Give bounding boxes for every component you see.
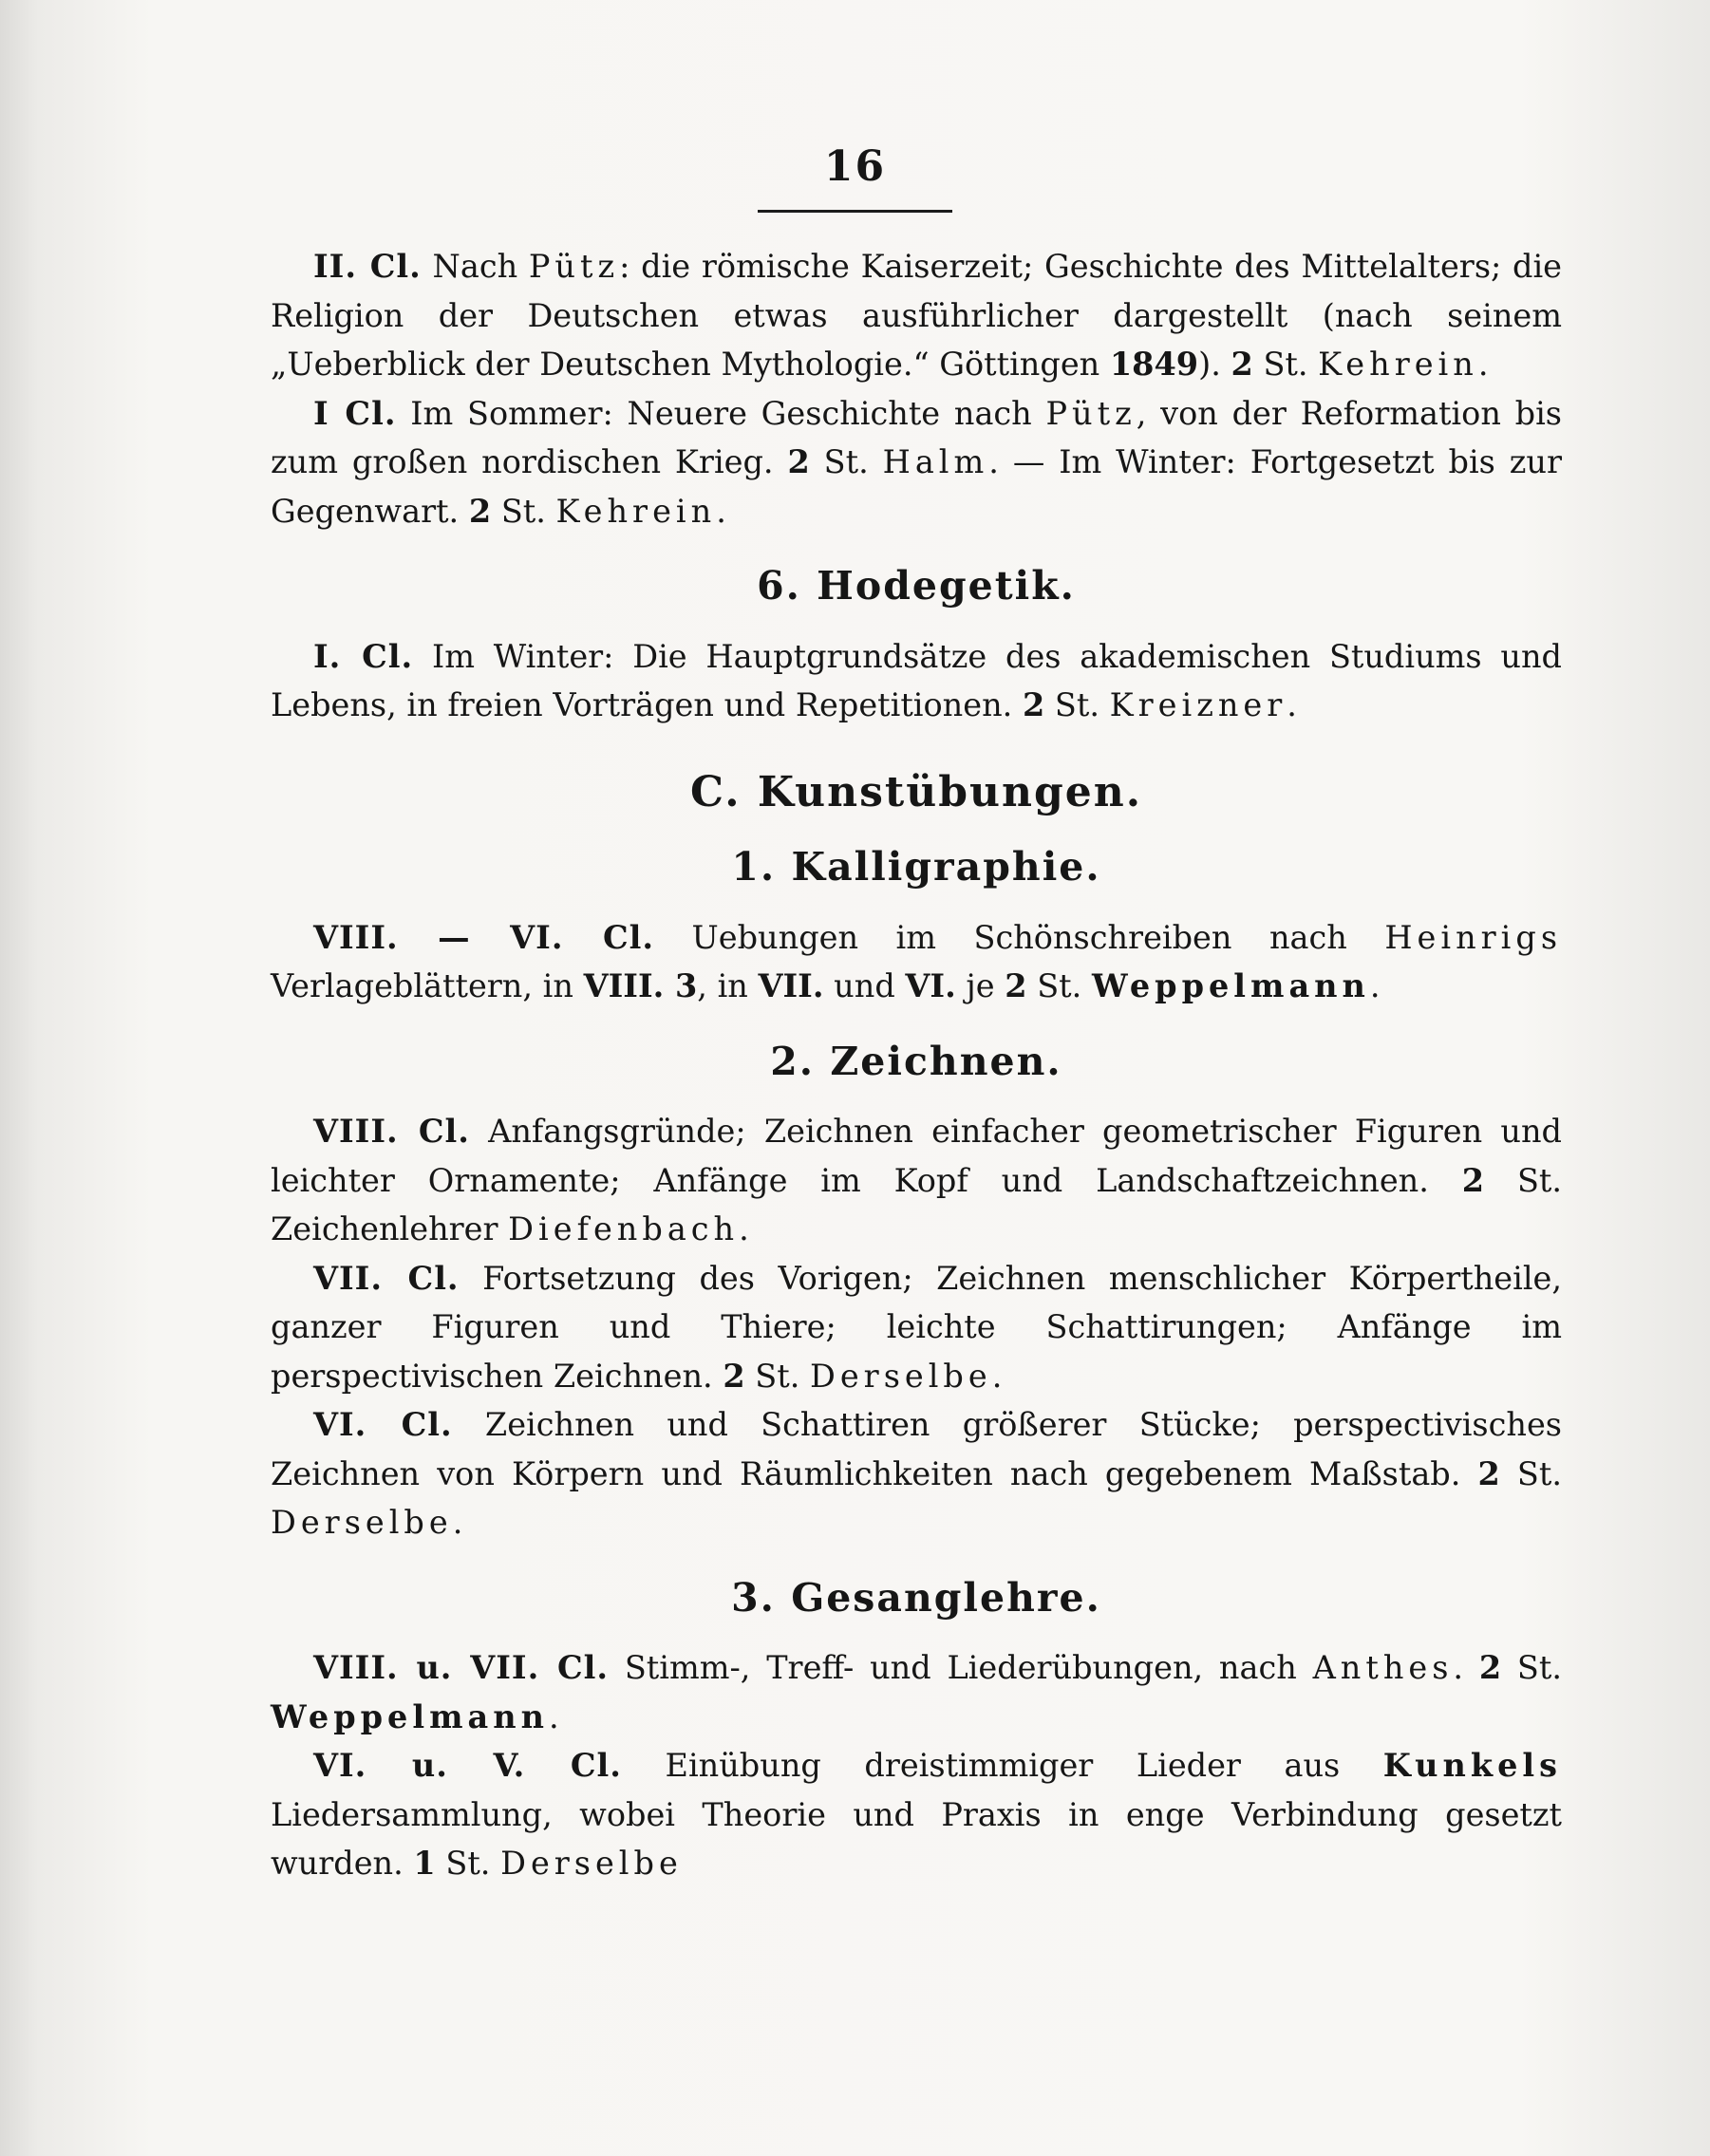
paragraph-kalligraphie	[271, 913, 1562, 1011]
teacher-name: Halm	[882, 443, 989, 480]
class-label: I. Cl.	[313, 637, 414, 675]
teacher-name: Weppelmann	[271, 1697, 549, 1735]
class-ref: VI.	[905, 967, 956, 1004]
text-run: Nach	[432, 248, 529, 285]
text-run: .	[1369, 967, 1381, 1004]
teacher-name: Kreizner	[1109, 686, 1287, 723]
paragraph-gesang-class-6-5	[271, 1741, 1562, 1888]
hours-count: 1	[413, 1845, 436, 1882]
header-rule	[758, 210, 952, 213]
text-run: .	[1287, 686, 1297, 723]
class-label: VII. Cl.	[313, 1259, 460, 1297]
text-run: je	[955, 967, 1005, 1004]
text-run: Verlageblättern, in	[271, 967, 584, 1004]
hours-count: 2	[1022, 686, 1045, 723]
paragraph-zeichnen-class-7	[271, 1254, 1562, 1401]
section-heading-kunstuebungen: C. Kunstübungen.	[689, 767, 1143, 816]
hours-count: 2	[1478, 1649, 1502, 1686]
text-run: Fortsetzung des Vorigen; Zeichnen menschlicher Körpertheile, ganzer Figuren und Thiere; leichte Schattirungen; Anfänge im perspectivischen Zeichnen.	[271, 1259, 1563, 1395]
class-label: VI. Cl.	[313, 1406, 453, 1443]
author-name: Pütz	[528, 248, 620, 285]
text-run: .	[452, 1504, 463, 1541]
hours-count: 2	[787, 443, 810, 480]
section-heading-kalligraphie: 1. Kalligraphie.	[731, 844, 1101, 890]
text-run: St.	[1501, 1649, 1562, 1686]
hours-count: 2	[1477, 1454, 1500, 1492]
text-run: .	[716, 492, 726, 530]
paragraph-history-class-1	[271, 389, 1562, 536]
year: 1849	[1109, 346, 1199, 383]
text-run: St.	[1044, 686, 1110, 723]
text-run: St.	[744, 1357, 810, 1395]
text-run: , von der Reformation bis zum großen nordischen Krieg.	[271, 394, 1562, 480]
text-run: Im Sommer: Neuere Geschichte nach	[410, 394, 1046, 432]
text-run: .	[991, 1357, 1003, 1395]
paragraph-zeichnen-class-8	[271, 1107, 1562, 1254]
paragraph-history-class-2	[271, 242, 1562, 389]
text-run: : die römische Kaiserzeit; Geschichte des Mittelalters; die Religion der Deutschen etwas ausführlicher dargestellt (nach seinem „Ueberblick der Deutschen Mythologie.“ Göttingen	[271, 248, 1563, 383]
teacher-name: Derselbe	[271, 1504, 453, 1541]
class-label: VIII. Cl.	[313, 1113, 470, 1150]
section-heading-hodegetik: 6. Hodegetik.	[757, 563, 1076, 609]
class-label: I Cl.	[313, 394, 397, 432]
teacher-name: Weppelmann	[1091, 967, 1370, 1004]
page-header	[0, 142, 1710, 213]
text-run: St.	[491, 492, 556, 530]
text-run: und	[823, 967, 906, 1004]
teacher-name: Kehrein	[1318, 346, 1478, 383]
paragraph-hodegetik	[271, 632, 1562, 730]
text-run: .	[1453, 1649, 1479, 1686]
text-run: .	[1477, 346, 1489, 383]
text-run: St.	[1499, 1454, 1562, 1492]
text-run: Zeichnen und Schattiren größerer Stücke; perspectivisches Zeichnen von Körpern und Räumlichkeiten nach gegebenem Maßstab.	[271, 1406, 1562, 1492]
text-run: . — Im Winter: Fortgesetzt bis zur Gegenwart.	[271, 443, 1562, 530]
class-label: VIII. — VI. Cl.	[313, 918, 655, 956]
text-run: Stimm-, Treff- und Liederübungen, nach	[624, 1649, 1313, 1686]
text-run: .	[739, 1210, 749, 1247]
text-run: St.	[1026, 967, 1092, 1004]
teacher-name: Kehrein	[555, 492, 717, 530]
paragraph-zeichnen-class-6	[271, 1400, 1562, 1547]
text-run: Uebungen im Schönschreiben nach	[691, 918, 1385, 956]
teacher-name: Diefenbach	[508, 1210, 740, 1247]
section-heading-gesanglehre: 3. Gesanglehre.	[731, 1574, 1101, 1621]
class-hours: VIII. 3	[583, 967, 698, 1004]
text-run: St. Zeichenlehrer	[271, 1161, 1562, 1247]
paragraph-gesang-class-8-7	[271, 1643, 1562, 1741]
section-heading-zeichnen: 2. Zeichnen.	[770, 1038, 1062, 1084]
class-label: II. Cl.	[313, 248, 422, 285]
teacher-name: Derselbe	[500, 1845, 683, 1882]
teacher-name: Derselbe	[810, 1357, 992, 1395]
text-run: .	[548, 1697, 559, 1735]
text-run: Liedersammlung, wobei Theorie und Praxis in enge Verbindung gesetzt wurden.	[271, 1795, 1562, 1882]
class-label: VIII. u. VII. Cl.	[313, 1649, 610, 1686]
hours-count: 2	[1461, 1161, 1485, 1199]
hours-count: 2	[723, 1357, 745, 1395]
text-run: ).	[1198, 346, 1231, 383]
author-name: Kunkels	[1382, 1747, 1562, 1784]
text-run: St.	[1252, 346, 1319, 383]
text-run: Anfangsgründe; Zeichnen einfacher geometrischer Figuren und leichter Ornamente; Anfänge im Kopf und Landschaftzeichnen.	[271, 1113, 1562, 1199]
page-number: 16	[823, 142, 887, 191]
class-ref: VII.	[758, 967, 824, 1004]
hours-count: 2	[1005, 967, 1027, 1004]
text-run: , in	[697, 967, 759, 1004]
text-run: St.	[435, 1845, 501, 1882]
text-run: Einübung dreistimmiger Lieder aus	[665, 1747, 1383, 1784]
author-name: Anthes	[1312, 1649, 1454, 1686]
hours-count: 2	[468, 492, 492, 530]
author-name: Heinrigs	[1384, 918, 1563, 956]
text-run: Im Winter: Die Hauptgrundsätze des akademischen Studiums und Lebens, in freien Vorträgen und Repetitionen.	[271, 637, 1562, 723]
author-name: Pütz	[1045, 394, 1137, 432]
class-label: VI. u. V. Cl.	[313, 1747, 622, 1784]
hours-count: 2	[1231, 346, 1253, 383]
text-run: St.	[809, 443, 883, 480]
page-content	[271, 242, 1562, 1888]
